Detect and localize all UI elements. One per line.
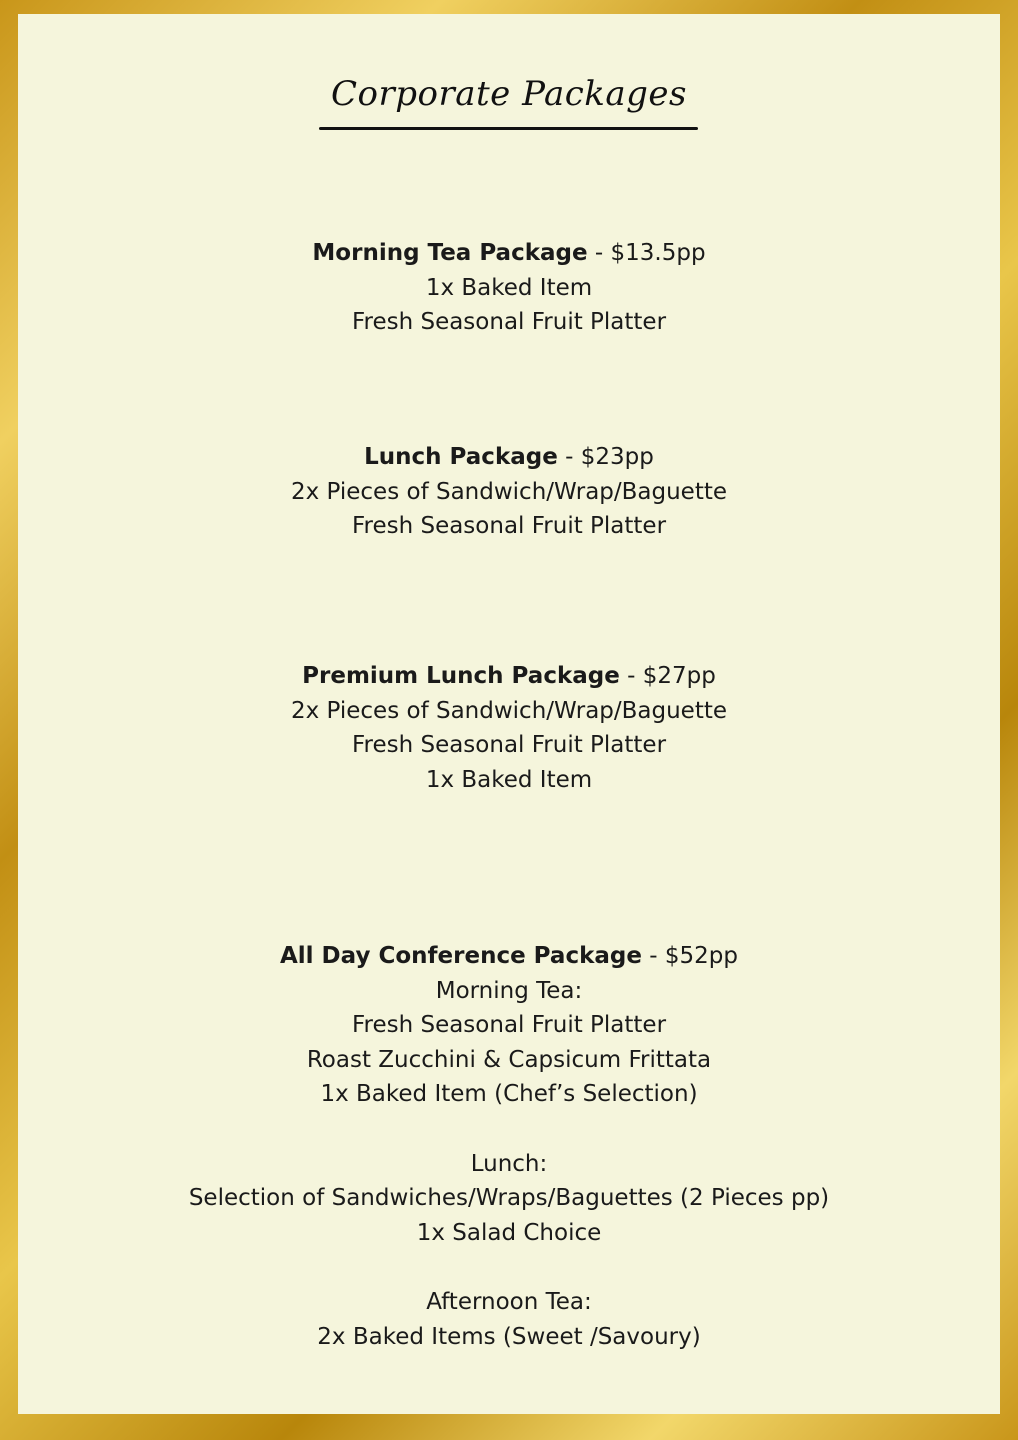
package-item: Selection of Sandwiches/Wraps/Baguettes (2 Pieces pp): [188, 1185, 830, 1212]
title-underline: [319, 127, 698, 130]
package-price: - $52pp: [641, 943, 738, 969]
package-name: All Day Conference Package: [279, 943, 642, 969]
package-item: 1x Baked Item (Chef’s Selection): [320, 1081, 698, 1108]
menu-page: [18, 14, 1000, 1414]
package-item: 1x Baked Item: [425, 766, 593, 793]
section-heading: Afternoon Tea:: [426, 1288, 592, 1315]
package-item: 1x Salad Choice: [416, 1219, 602, 1246]
package-item: 2x Pieces of Sandwich/Wrap/Baguette: [290, 697, 728, 724]
lunch-package: [18, 440, 1000, 544]
package-name: Lunch Package: [364, 444, 558, 470]
package-item: 1x Baked Item: [425, 274, 593, 301]
package-price: - $23pp: [557, 444, 654, 470]
section-heading: Morning Tea:: [435, 977, 583, 1004]
premium-lunch-package: [18, 659, 1000, 797]
package-name: Premium Lunch Package: [302, 663, 620, 689]
package-price: - $13.5pp: [587, 240, 706, 266]
package-item: Fresh Seasonal Fruit Platter: [351, 309, 667, 336]
package-item: Fresh Seasonal Fruit Platter: [351, 732, 667, 759]
package-item: 2x Pieces of Sandwich/Wrap/Baguette: [290, 478, 728, 505]
page-title: Corporate Packages: [331, 74, 687, 114]
morning-tea-package: [18, 236, 1000, 340]
package-name: Morning Tea Package: [312, 240, 588, 266]
package-item: Fresh Seasonal Fruit Platter: [351, 1012, 667, 1039]
all-day-conference-package: [18, 939, 1000, 1354]
package-item: Fresh Seasonal Fruit Platter: [351, 513, 667, 540]
package-item: 2x Baked Items (Sweet /Savoury): [317, 1323, 701, 1350]
section-heading: Lunch:: [470, 1150, 548, 1177]
package-item: Roast Zucchini & Capsicum Frittata: [306, 1046, 712, 1073]
package-price: - $27pp: [619, 663, 716, 689]
